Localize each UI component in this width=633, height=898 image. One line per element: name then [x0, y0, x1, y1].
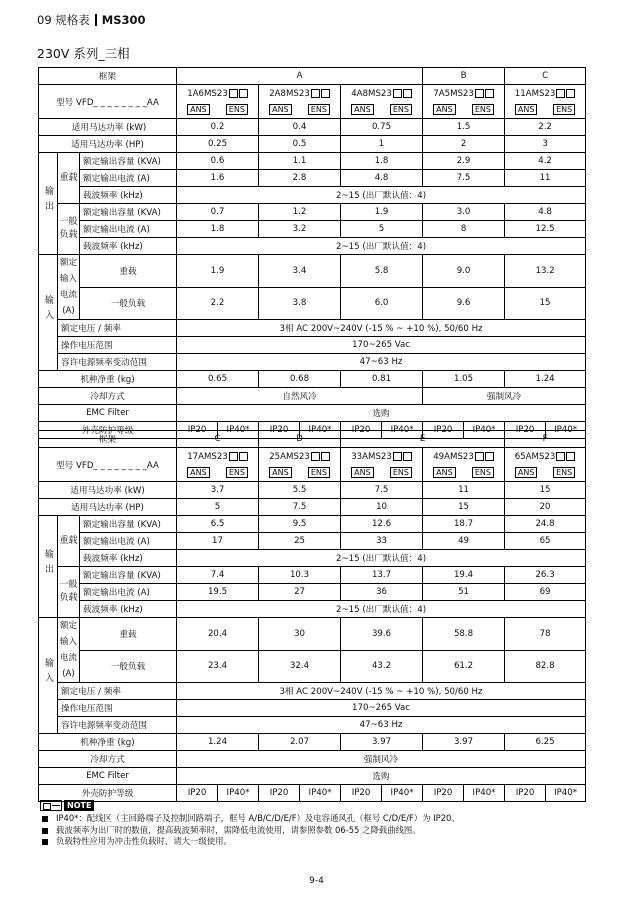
page-number: 9-4	[309, 876, 324, 886]
value-cell: 15	[423, 499, 505, 516]
ip20-cell: IP20	[259, 785, 300, 802]
emc-row	[39, 405, 586, 422]
note-item: IP40*：配线区（主回路端子及控制回路端子，框号 A/B/C/D/E/F）及电容通风孔（框号 C/D/E/F）为 IP20。	[40, 813, 460, 825]
volt-freq-row	[39, 683, 586, 700]
value-cell: 82.8	[505, 650, 586, 683]
product-model: MS300	[101, 13, 146, 27]
spec-table-2	[38, 430, 586, 802]
ip40-cell: IP40*	[218, 422, 259, 439]
frame-label: 框架	[39, 68, 177, 85]
row-label: 载波频率 (kHz)	[80, 601, 177, 618]
cooling-value: 强制风冷	[423, 388, 586, 405]
value-cell: 1	[341, 136, 423, 153]
value-cell: 5	[177, 499, 259, 516]
value-cell: 9.6	[423, 287, 505, 320]
value-cell: 3.2	[259, 221, 341, 238]
value-cell: 7.5	[259, 499, 341, 516]
model-cell: 1A6MS23	[177, 85, 259, 102]
ip20-cell: IP20	[177, 785, 218, 802]
motor-hp-row	[39, 136, 586, 153]
ip40-cell: IP40*	[300, 422, 341, 439]
value-cell: 1.8	[177, 221, 259, 238]
value-cell: 24.8	[505, 516, 586, 533]
emc-value: 选购	[177, 768, 586, 785]
output-group-label: 输出	[39, 516, 58, 618]
input-normal-row	[39, 650, 586, 683]
note-label: NOTE	[64, 800, 94, 811]
ans-option: ANS	[187, 467, 210, 478]
ip20-cell: IP20	[423, 422, 464, 439]
chapter-title: 09 规格表	[37, 13, 90, 27]
bullet-icon	[42, 816, 48, 822]
row-label: 额定输出容量 (KVA)	[80, 567, 177, 584]
ens-option: ENS	[553, 104, 575, 115]
value-cell: 2	[423, 136, 505, 153]
ip20-cell: IP20	[259, 422, 300, 439]
value-cell: 15	[505, 482, 586, 499]
value-cell: 51	[423, 584, 505, 601]
value-cell: 11	[423, 482, 505, 499]
carrier-value: 2~15 (出厂默认值：4)	[177, 601, 586, 618]
section-title: 230V 系列_三相	[37, 46, 130, 61]
normal-duty-label: 一般负载	[58, 204, 80, 255]
rated-input-label	[58, 255, 80, 320]
value-cell: 15	[505, 287, 586, 320]
value-cell: 7.5	[341, 482, 423, 499]
frame-cell: C	[505, 68, 586, 85]
ip40-cell: IP40*	[218, 785, 259, 802]
frame-row	[39, 431, 586, 448]
input-group-label: 输入	[39, 618, 58, 734]
carrier-value: 2~15 (出厂默认值：4)	[177, 187, 586, 204]
value-cell: 2.8	[259, 170, 341, 187]
value-cell: 0.4	[259, 119, 341, 136]
model-cell: 4A8MS23	[341, 85, 423, 102]
model-cell: 2A8MS23	[259, 85, 341, 102]
value-cell: 6.0	[341, 287, 423, 320]
value-cell: 23.4	[177, 650, 259, 683]
motor-kw-row	[39, 119, 586, 136]
value-cell: 19.5	[177, 584, 259, 601]
cooling-row	[39, 388, 586, 405]
value-cell: 3.4	[259, 255, 341, 288]
ip40-cell: IP40*	[464, 785, 505, 802]
row-label: 机种净重 (kg)	[39, 371, 177, 388]
value-cell: 58.8	[423, 618, 505, 651]
ip40-cell: IP40*	[546, 785, 586, 802]
freq-range-row	[39, 354, 586, 371]
heavy-cur-row	[39, 170, 586, 187]
frame-cell: D	[259, 431, 341, 448]
ans-option: ANS	[433, 104, 456, 115]
normal-cur-row	[39, 221, 586, 238]
value-cell: 1.9	[341, 204, 423, 221]
row-label: 适用马达功率 (kW)	[39, 119, 177, 136]
enclosure-row	[39, 785, 586, 802]
bullet-icon	[42, 839, 48, 845]
value-cell: 0.75	[341, 119, 423, 136]
row-label: EMC Filter	[39, 768, 177, 785]
value-cell: 0.2	[177, 119, 259, 136]
page-header	[37, 12, 146, 28]
value-cell: 33	[341, 533, 423, 550]
value-cell: 8	[423, 221, 505, 238]
model-label: 型号 VFD_ _ _ _ _ _ _ _AA	[39, 85, 177, 119]
value-cell: 13.2	[505, 255, 586, 288]
row-label: 额定输出电流 (A)	[80, 170, 177, 187]
value-cell: 25	[259, 533, 341, 550]
ens-option: ENS	[308, 104, 330, 115]
ip20-cell: IP20	[341, 785, 382, 802]
op-volt-value: 170~265 Vac	[177, 700, 586, 717]
cooling-row	[39, 751, 586, 768]
value-cell: 3.0	[423, 204, 505, 221]
value-cell: 2.2	[505, 119, 586, 136]
ens-option: ENS	[472, 467, 494, 478]
value-cell: 17	[177, 533, 259, 550]
value-cell: 1.05	[423, 371, 505, 388]
heavy-cap-row	[39, 516, 586, 533]
value-cell: 39.6	[341, 618, 423, 651]
frame-cell: C	[177, 431, 259, 448]
value-cell: 27	[259, 584, 341, 601]
heavy-carrier-row	[39, 550, 586, 567]
value-cell: 4.2	[505, 153, 586, 170]
heavy-short-label: 重载	[80, 618, 177, 651]
ens-option: ENS	[226, 104, 248, 115]
heavy-cap-row	[39, 153, 586, 170]
note-item: 负载特性应用为冲击性负载时，请大一级使用。	[40, 836, 460, 848]
model-cell: 25AMS23	[259, 448, 341, 465]
value-cell: 43.2	[341, 650, 423, 683]
ip40-cell: IP40*	[382, 785, 423, 802]
ens-option: ENS	[472, 104, 494, 115]
value-cell: 3.7	[177, 482, 259, 499]
value-cell: 6.25	[505, 734, 586, 751]
carrier-value: 2~15 (出厂默认值：4)	[177, 238, 586, 255]
ip20-cell: IP20	[177, 422, 218, 439]
ens-option: ENS	[553, 467, 575, 478]
volt-freq-value: 3相 AC 200V~240V (-15 % ~ +10 %), 50/60 Hz	[177, 320, 586, 337]
value-cell: 61.2	[423, 650, 505, 683]
freq-range-row	[39, 717, 586, 734]
note-icon	[40, 800, 62, 811]
value-cell: 36	[341, 584, 423, 601]
header-divider	[95, 14, 97, 26]
value-cell: 1.24	[505, 371, 586, 388]
value-cell: 3	[505, 136, 586, 153]
normal-carrier-row	[39, 601, 586, 618]
frame-cell: E	[341, 431, 505, 448]
op-volt-value: 170~265 Vac	[177, 337, 586, 354]
value-cell: 0.68	[259, 371, 341, 388]
motor-hp-row	[39, 499, 586, 516]
row-label: 载波频率 (kHz)	[80, 550, 177, 567]
input-normal-row	[39, 287, 586, 320]
op-volt-row	[39, 700, 586, 717]
normal-duty-label: 一般负载	[58, 567, 80, 618]
value-cell: 1.9	[177, 255, 259, 288]
value-cell: 3.97	[341, 734, 423, 751]
frame-row	[39, 68, 586, 85]
rated-input-label-line: 额定输入	[59, 621, 78, 647]
value-cell: 26.3	[505, 567, 586, 584]
cooling-value: 自然风冷	[177, 388, 423, 405]
row-label: 操作电压范围	[58, 337, 177, 354]
model-cell: 65AMS23	[505, 448, 586, 465]
ip20-cell: IP20	[505, 785, 546, 802]
value-cell: 69	[505, 584, 586, 601]
value-cell: 1.24	[177, 734, 259, 751]
value-cell: 3.97	[423, 734, 505, 751]
row-label: 额定输出电流 (A)	[80, 533, 177, 550]
heavy-cur-row	[39, 533, 586, 550]
value-cell: 10.3	[259, 567, 341, 584]
row-label: 额定输出容量 (KVA)	[80, 204, 177, 221]
value-cell: 20	[505, 499, 586, 516]
row-label: 载波频率 (kHz)	[80, 187, 177, 204]
row-label: 额定输出电流 (A)	[80, 584, 177, 601]
row-label: 额定电压 / 频率	[58, 683, 177, 700]
row-label: 机种净重 (kg)	[39, 734, 177, 751]
model-cell: 49AMS23	[423, 448, 505, 465]
value-cell: 6.5	[177, 516, 259, 533]
ip40-cell: IP40*	[546, 422, 586, 439]
row-label: 适用马达功率 (kW)	[39, 482, 177, 499]
heavy-carrier-row	[39, 187, 586, 204]
frame-label: 框架	[39, 431, 177, 448]
ens-option: ENS	[226, 467, 248, 478]
freq-range-value: 47~63 Hz	[177, 354, 586, 371]
value-cell: 1.2	[259, 204, 341, 221]
ip40-cell: IP40*	[464, 422, 505, 439]
rated-input-label-line: 电流 (A)	[59, 653, 78, 679]
input-group-label: 输入	[39, 255, 58, 371]
row-label: EMC Filter	[39, 405, 177, 422]
value-cell: 0.6	[177, 153, 259, 170]
value-cell: 10	[341, 499, 423, 516]
op-volt-row	[39, 337, 586, 354]
input-heavy-row	[39, 255, 586, 288]
value-cell: 9.5	[259, 516, 341, 533]
value-cell: 7.4	[177, 567, 259, 584]
ans-option: ANS	[515, 104, 538, 115]
value-cell: 0.81	[341, 371, 423, 388]
row-label: 额定输出电流 (A)	[80, 221, 177, 238]
model-cell: 33AMS23	[341, 448, 423, 465]
value-cell: 4.8	[505, 204, 586, 221]
normal-short-label: 一般负载	[80, 650, 177, 683]
note-section	[40, 800, 460, 848]
frame-cell: A	[177, 68, 423, 85]
value-cell: 13.7	[341, 567, 423, 584]
row-label: 容许电源频率变动范围	[58, 354, 177, 371]
value-cell: 12.6	[341, 516, 423, 533]
volt-freq-value: 3相 AC 200V~240V (-15 % ~ +10 %), 50/60 Hz	[177, 683, 586, 700]
ans-option: ANS	[433, 467, 456, 478]
ens-option: ENS	[390, 104, 412, 115]
heavy-duty-label: 重载	[58, 153, 80, 204]
row-label: 额定输出容量 (KVA)	[80, 516, 177, 533]
ens-option: ENS	[308, 467, 330, 478]
frame-cell: F	[505, 431, 586, 448]
value-cell: 1.8	[341, 153, 423, 170]
note-item: 载波频率为出厂时的数值，提高载波频率时，需降低电流使用，请参照参数 06-55 之降载曲线图。	[40, 825, 460, 837]
row-label: 操作电压范围	[58, 700, 177, 717]
output-group-label: 输出	[39, 153, 58, 255]
ans-option: ANS	[351, 104, 374, 115]
model-label: 型号 VFD_ _ _ _ _ _ _ _AA	[39, 448, 177, 482]
value-cell: 7.5	[423, 170, 505, 187]
ens-option: ENS	[390, 467, 412, 478]
value-cell: 12.5	[505, 221, 586, 238]
note-badge	[40, 800, 460, 811]
value-cell: 20.4	[177, 618, 259, 651]
value-cell: 19.4	[423, 567, 505, 584]
weight-row	[39, 734, 586, 751]
value-cell: 18.7	[423, 516, 505, 533]
ip40-cell: IP40*	[382, 422, 423, 439]
motor-kw-row	[39, 482, 586, 499]
row-label: 容许电源频率变动范围	[58, 717, 177, 734]
normal-cur-row	[39, 584, 586, 601]
normal-carrier-row	[39, 238, 586, 255]
value-cell: 30	[259, 618, 341, 651]
heavy-duty-label: 重载	[58, 516, 80, 567]
emc-value: 选购	[177, 405, 586, 422]
ans-option: ANS	[269, 467, 292, 478]
row-label: 适用马达功率 (HP)	[39, 136, 177, 153]
emc-row	[39, 768, 586, 785]
value-cell: 0.25	[177, 136, 259, 153]
value-cell: 9.0	[423, 255, 505, 288]
model-cell: 17AMS23	[177, 448, 259, 465]
input-heavy-row	[39, 618, 586, 651]
model-row	[39, 448, 586, 465]
value-cell: 0.5	[259, 136, 341, 153]
carrier-value: 2~15 (出厂默认值：4)	[177, 550, 586, 567]
ans-option: ANS	[187, 104, 210, 115]
row-label: 外壳防护等级	[39, 422, 177, 439]
value-cell: 78	[505, 618, 586, 651]
row-label: 额定输出容量 (KVA)	[80, 153, 177, 170]
rated-input-label	[58, 618, 80, 683]
ip40-cell: IP40*	[300, 785, 341, 802]
row-label: 额定电压 / 频率	[58, 320, 177, 337]
ans-option: ANS	[351, 467, 374, 478]
value-cell: 2.2	[177, 287, 259, 320]
model-cell: 7A5MS23	[423, 85, 505, 102]
normal-short-label: 一般负载	[80, 287, 177, 320]
bullet-icon	[42, 828, 48, 834]
value-cell: 1.5	[423, 119, 505, 136]
model-cell: 11AMS23	[505, 85, 586, 102]
row-label: 载波频率 (kHz)	[80, 238, 177, 255]
value-cell: 0.7	[177, 204, 259, 221]
freq-range-value: 47~63 Hz	[177, 717, 586, 734]
value-cell: 2.9	[423, 153, 505, 170]
value-cell: 49	[423, 533, 505, 550]
ans-option: ANS	[515, 467, 538, 478]
row-label: 冷却方式	[39, 751, 177, 768]
rated-input-label-line: 电流 (A)	[59, 290, 78, 316]
normal-cap-row	[39, 567, 586, 584]
value-cell: 4.8	[341, 170, 423, 187]
spec-table-1	[38, 67, 586, 439]
rated-input-label-line: 额定输入	[59, 258, 78, 284]
weight-row	[39, 371, 586, 388]
ip20-cell: IP20	[505, 422, 546, 439]
value-cell: 5.5	[259, 482, 341, 499]
row-label: 外壳防护等级	[39, 785, 177, 802]
frame-cell: B	[423, 68, 505, 85]
normal-cap-row	[39, 204, 586, 221]
value-cell: 11	[505, 170, 586, 187]
value-cell: 32.4	[259, 650, 341, 683]
cooling-value: 强制风冷	[177, 751, 586, 768]
ip20-cell: IP20	[341, 422, 382, 439]
value-cell: 0.65	[177, 371, 259, 388]
volt-freq-row	[39, 320, 586, 337]
value-cell: 1.1	[259, 153, 341, 170]
value-cell: 2.07	[259, 734, 341, 751]
value-cell: 1.6	[177, 170, 259, 187]
heavy-short-label: 重载	[80, 255, 177, 288]
row-label: 冷却方式	[39, 388, 177, 405]
model-row	[39, 85, 586, 102]
value-cell: 5	[341, 221, 423, 238]
ans-option: ANS	[269, 104, 292, 115]
value-cell: 3.8	[259, 287, 341, 320]
row-label: 适用马达功率 (HP)	[39, 499, 177, 516]
value-cell: 65	[505, 533, 586, 550]
value-cell: 5.8	[341, 255, 423, 288]
ip20-cell: IP20	[423, 785, 464, 802]
